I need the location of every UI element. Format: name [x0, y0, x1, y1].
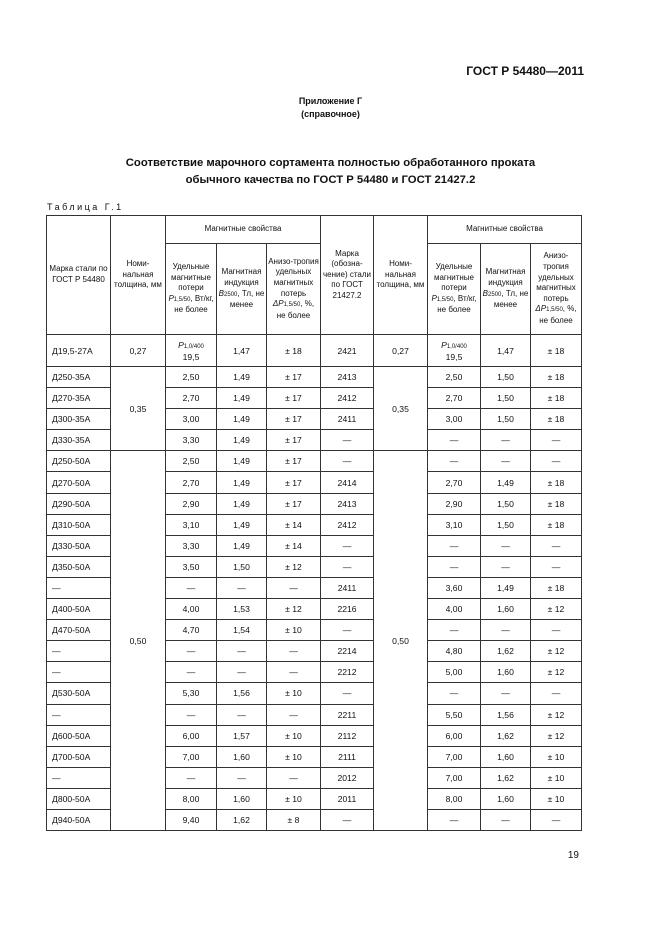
cell-anisotropy: ± 17	[267, 367, 321, 388]
cell-induction-2: 1,49	[481, 472, 531, 493]
cell-losses: 6,00	[166, 725, 217, 746]
cell-induction: 1,50	[217, 556, 267, 577]
cell-induction: —	[217, 704, 267, 725]
cell-losses: 3,30	[166, 535, 217, 556]
cell-anisotropy: ± 17	[267, 451, 321, 472]
cell-induction-2: 1,62	[481, 767, 531, 788]
cell-losses: 7,00	[166, 746, 217, 767]
cell-losses-2: P1,0/400 19,5	[428, 335, 481, 367]
cell-induction-2: 1,60	[481, 662, 531, 683]
cell-mark: —	[321, 809, 374, 830]
cell-anisotropy-2: ± 18	[531, 577, 582, 598]
cell-anisotropy-2: ± 18	[531, 335, 582, 367]
cell-induction-2: —	[481, 809, 531, 830]
cell-losses: —	[166, 641, 217, 662]
cell-anisotropy: ± 10	[267, 788, 321, 809]
cell-mark: 2211	[321, 704, 374, 725]
cell-induction: —	[217, 662, 267, 683]
cell-anisotropy: —	[267, 662, 321, 683]
cell-anisotropy-2: ± 12	[531, 662, 582, 683]
cell-mark: 2412	[321, 514, 374, 535]
cell-losses-2: —	[428, 809, 481, 830]
cell-mark: 2413	[321, 493, 374, 514]
cell-anisotropy-2: ± 10	[531, 746, 582, 767]
cell-grade: Д270-35А	[47, 388, 111, 409]
cell-induction-2: 1,50	[481, 493, 531, 514]
cell-mark: 2411	[321, 577, 374, 598]
cell-anisotropy-2: —	[531, 620, 582, 641]
cell-mark: 2216	[321, 599, 374, 620]
cell-grade: —	[47, 641, 111, 662]
cell-losses-2: 3,60	[428, 577, 481, 598]
table-row	[47, 335, 582, 367]
cell-induction-2: —	[481, 683, 531, 704]
cell-grade: Д400-50А	[47, 599, 111, 620]
table-label: Таблица Г.1	[47, 202, 124, 212]
cell-losses: 3,10	[166, 514, 217, 535]
cell-losses: 2,90	[166, 493, 217, 514]
cell-anisotropy: —	[267, 641, 321, 662]
cell-losses: —	[166, 704, 217, 725]
cell-induction-2: 1,60	[481, 599, 531, 620]
col-header-magnetic-properties: Магнитные свойства	[166, 216, 321, 244]
cell-anisotropy-2: ± 12	[531, 641, 582, 662]
cell-losses-2: —	[428, 535, 481, 556]
cell-losses: —	[166, 767, 217, 788]
cell-losses: 3,50	[166, 556, 217, 577]
cell-losses-2: 7,00	[428, 767, 481, 788]
cell-losses-2: 8,00	[428, 788, 481, 809]
cell-anisotropy-2: —	[531, 451, 582, 472]
cell-anisotropy: ± 17	[267, 409, 321, 430]
cell-losses: 2,50	[166, 451, 217, 472]
cell-losses-2: 3,10	[428, 514, 481, 535]
cell-induction: 1,49	[217, 430, 267, 451]
cell-losses: 2,70	[166, 472, 217, 493]
cell-anisotropy-2: ± 18	[531, 409, 582, 430]
cell-induction: 1,49	[217, 451, 267, 472]
cell-induction-2: 1,62	[481, 641, 531, 662]
cell-grade: Д250-50А	[47, 451, 111, 472]
cell-induction: 1,49	[217, 472, 267, 493]
cell-anisotropy-2: ± 12	[531, 725, 582, 746]
cell-grade: Д310-50А	[47, 514, 111, 535]
cell-thickness: 0,27	[111, 335, 166, 367]
cell-induction-2: 1,62	[481, 725, 531, 746]
cell-losses: 3,30	[166, 430, 217, 451]
cell-mark: 2411	[321, 409, 374, 430]
cell-anisotropy: —	[267, 704, 321, 725]
table-row	[47, 451, 582, 472]
cell-grade: Д250-35А	[47, 367, 111, 388]
col-header-anisotropy-2: Анизо-тропия удельных магнитных потерь ΔP1,5/50, %, не более	[531, 244, 582, 335]
cell-grade: —	[47, 704, 111, 725]
cell-grade: —	[47, 577, 111, 598]
document-title-line1: Соответствие марочного сортамента полностью обработанного проката	[125, 157, 536, 169]
cell-induction: 1,49	[217, 367, 267, 388]
cell-mark: —	[321, 535, 374, 556]
cell-anisotropy-2: ± 18	[531, 367, 582, 388]
cell-mark: —	[321, 430, 374, 451]
cell-induction-2: 1,56	[481, 704, 531, 725]
table-row	[47, 367, 582, 388]
col-header-grade: Марка стали по ГОСТ Р 54480	[47, 216, 111, 335]
cell-induction-2: 1,50	[481, 514, 531, 535]
cell-anisotropy: —	[267, 577, 321, 598]
cell-anisotropy-2: —	[531, 809, 582, 830]
cell-anisotropy-2: ± 10	[531, 788, 582, 809]
cell-anisotropy-2: ± 18	[531, 493, 582, 514]
page-number: 19	[567, 850, 579, 861]
cell-grade: Д600-50А	[47, 725, 111, 746]
cell-anisotropy-2: ± 18	[531, 388, 582, 409]
cell-losses-2: 6,00	[428, 725, 481, 746]
appendix-subtitle: (справочное)	[301, 109, 360, 119]
cell-mark: 2421	[321, 335, 374, 367]
cell-losses-2: 2,70	[428, 472, 481, 493]
cell-grade: Д940-50А	[47, 809, 111, 830]
col-header-losses-2: Удельные магнитные потери P1,5/50, Вт/кг, не более	[428, 244, 481, 335]
cell-losses: 8,00	[166, 788, 217, 809]
cell-anisotropy: ± 17	[267, 430, 321, 451]
cell-anisotropy: ± 10	[267, 683, 321, 704]
cell-mark: —	[321, 620, 374, 641]
cell-induction-2: —	[481, 451, 531, 472]
cell-anisotropy-2: —	[531, 683, 582, 704]
cell-mark: 2012	[321, 767, 374, 788]
document-title-line2: обычного качества по ГОСТ Р 54480 и ГОСТ 21427.2	[185, 174, 476, 186]
cell-induction: 1,62	[217, 809, 267, 830]
cell-induction: 1,49	[217, 514, 267, 535]
cell-induction: 1,49	[217, 493, 267, 514]
cell-induction-2: 1,50	[481, 388, 531, 409]
cell-losses-2: 4,80	[428, 641, 481, 662]
cell-induction: 1,47	[217, 335, 267, 367]
cell-induction-2: —	[481, 430, 531, 451]
cell-losses: 2,50	[166, 367, 217, 388]
cell-induction-2: —	[481, 556, 531, 577]
cell-induction-2: —	[481, 620, 531, 641]
cell-anisotropy: ± 10	[267, 620, 321, 641]
cell-induction: —	[217, 767, 267, 788]
cell-anisotropy-2: ± 12	[531, 599, 582, 620]
cell-mark: —	[321, 556, 374, 577]
standard-header: ГОСТ Р 54480—2011	[466, 64, 584, 78]
cell-losses: 9,40	[166, 809, 217, 830]
cell-induction-2: 1,50	[481, 409, 531, 430]
cell-anisotropy-2: —	[531, 556, 582, 577]
cell-thickness: 0,50	[111, 451, 166, 831]
cell-thickness: 0,35	[111, 367, 166, 451]
cell-thickness-2: 0,35	[374, 367, 428, 451]
cell-induction-2: —	[481, 535, 531, 556]
cell-grade: Д350-50А	[47, 556, 111, 577]
cell-grade: Д19,5-27А	[47, 335, 111, 367]
table-body	[47, 335, 582, 831]
col-header-mark: Марка (обозна-чение) стали по ГОСТ 21427.2	[321, 216, 374, 335]
cell-mark: 2112	[321, 725, 374, 746]
cell-anisotropy: ± 12	[267, 556, 321, 577]
cell-anisotropy: ± 14	[267, 535, 321, 556]
cell-anisotropy: ± 10	[267, 746, 321, 767]
cell-induction: 1,49	[217, 388, 267, 409]
cell-induction-2: 1,60	[481, 746, 531, 767]
cell-losses-2: 5,50	[428, 704, 481, 725]
cell-anisotropy-2: —	[531, 535, 582, 556]
col-header-thickness-2: Номи-нальная толщина, мм	[374, 216, 428, 335]
cell-induction-2: 1,50	[481, 367, 531, 388]
cell-losses: —	[166, 662, 217, 683]
cell-anisotropy-2: ± 18	[531, 514, 582, 535]
cell-anisotropy-2: ± 10	[531, 767, 582, 788]
cell-anisotropy: ± 14	[267, 514, 321, 535]
cell-losses-2: —	[428, 620, 481, 641]
col-header-induction: Магнитная индукция B2500, Тл, не менее	[217, 244, 267, 335]
cell-grade: Д800-50А	[47, 788, 111, 809]
cell-thickness-2: 0,50	[374, 451, 428, 831]
cell-mark: 2413	[321, 367, 374, 388]
cell-losses-2: 2,70	[428, 388, 481, 409]
col-header-thickness: Номи-нальная толщина, мм	[111, 216, 166, 335]
cell-losses-2: —	[428, 430, 481, 451]
cell-losses: 4,00	[166, 599, 217, 620]
cell-anisotropy: ± 17	[267, 388, 321, 409]
cell-losses-2: —	[428, 451, 481, 472]
cell-losses-2: 3,00	[428, 409, 481, 430]
cell-induction: 1,54	[217, 620, 267, 641]
cell-mark: 2111	[321, 746, 374, 767]
cell-losses: —	[166, 577, 217, 598]
cell-losses-2: 2,50	[428, 367, 481, 388]
cell-induction: 1,57	[217, 725, 267, 746]
cell-losses-2: 7,00	[428, 746, 481, 767]
cell-anisotropy-2: ± 12	[531, 704, 582, 725]
cell-mark: 2414	[321, 472, 374, 493]
cell-grade: Д330-50А	[47, 535, 111, 556]
cell-anisotropy: ± 8	[267, 809, 321, 830]
cell-grade: Д700-50А	[47, 746, 111, 767]
cell-grade: Д330-35А	[47, 430, 111, 451]
cell-induction: 1,49	[217, 409, 267, 430]
cell-induction: 1,49	[217, 535, 267, 556]
cell-anisotropy-2: ± 18	[531, 472, 582, 493]
cell-anisotropy: ± 17	[267, 472, 321, 493]
cell-losses-2: —	[428, 683, 481, 704]
cell-induction: 1,60	[217, 746, 267, 767]
col-header-anisotropy: Анизо-тропия удельных магнитных потерь ΔP1,5/50, %, не более	[267, 244, 321, 335]
cell-anisotropy: ± 12	[267, 599, 321, 620]
appendix-title: Приложение Г	[298, 96, 363, 106]
cell-grade: —	[47, 662, 111, 683]
cell-induction: 1,53	[217, 599, 267, 620]
cell-losses-2: 4,00	[428, 599, 481, 620]
cell-mark: 2011	[321, 788, 374, 809]
cell-mark: —	[321, 451, 374, 472]
cell-grade: Д290-50А	[47, 493, 111, 514]
cell-induction: 1,56	[217, 683, 267, 704]
cell-losses-2: —	[428, 556, 481, 577]
cell-losses: 2,70	[166, 388, 217, 409]
cell-mark: 2212	[321, 662, 374, 683]
cell-induction: —	[217, 641, 267, 662]
col-header-induction-2: Магнитная индукция B2500, Тл, не менее	[481, 244, 531, 335]
cell-losses: 5,30	[166, 683, 217, 704]
cell-anisotropy: ± 10	[267, 725, 321, 746]
cell-anisotropy: —	[267, 767, 321, 788]
cell-mark: 2412	[321, 388, 374, 409]
cell-induction-2: 1,49	[481, 577, 531, 598]
cell-losses: 4,70	[166, 620, 217, 641]
cell-induction-2: 1,60	[481, 788, 531, 809]
cell-mark: 2214	[321, 641, 374, 662]
cell-grade: Д530-50А	[47, 683, 111, 704]
cell-losses: 3,00	[166, 409, 217, 430]
col-header-losses: Удельные магнитные потери P1,5/50, Вт/кг, не более	[166, 244, 217, 335]
cell-grade: Д470-50А	[47, 620, 111, 641]
cell-induction: —	[217, 577, 267, 598]
cell-induction: 1,60	[217, 788, 267, 809]
cell-losses-2: 5,00	[428, 662, 481, 683]
cell-losses-2: 2,90	[428, 493, 481, 514]
cell-grade: —	[47, 767, 111, 788]
cell-induction-2: 1,47	[481, 335, 531, 367]
col-header-magnetic-properties-2: Магнитные свойства	[428, 216, 582, 244]
grade-correspondence-table	[46, 215, 582, 831]
cell-mark: —	[321, 683, 374, 704]
cell-anisotropy-2: —	[531, 430, 582, 451]
cell-anisotropy: ± 18	[267, 335, 321, 367]
cell-thickness-2: 0,27	[374, 335, 428, 367]
cell-anisotropy: ± 17	[267, 493, 321, 514]
cell-grade: Д270-50А	[47, 472, 111, 493]
cell-grade: Д300-35А	[47, 409, 111, 430]
cell-losses: P1,0/400 19,5	[166, 335, 217, 367]
